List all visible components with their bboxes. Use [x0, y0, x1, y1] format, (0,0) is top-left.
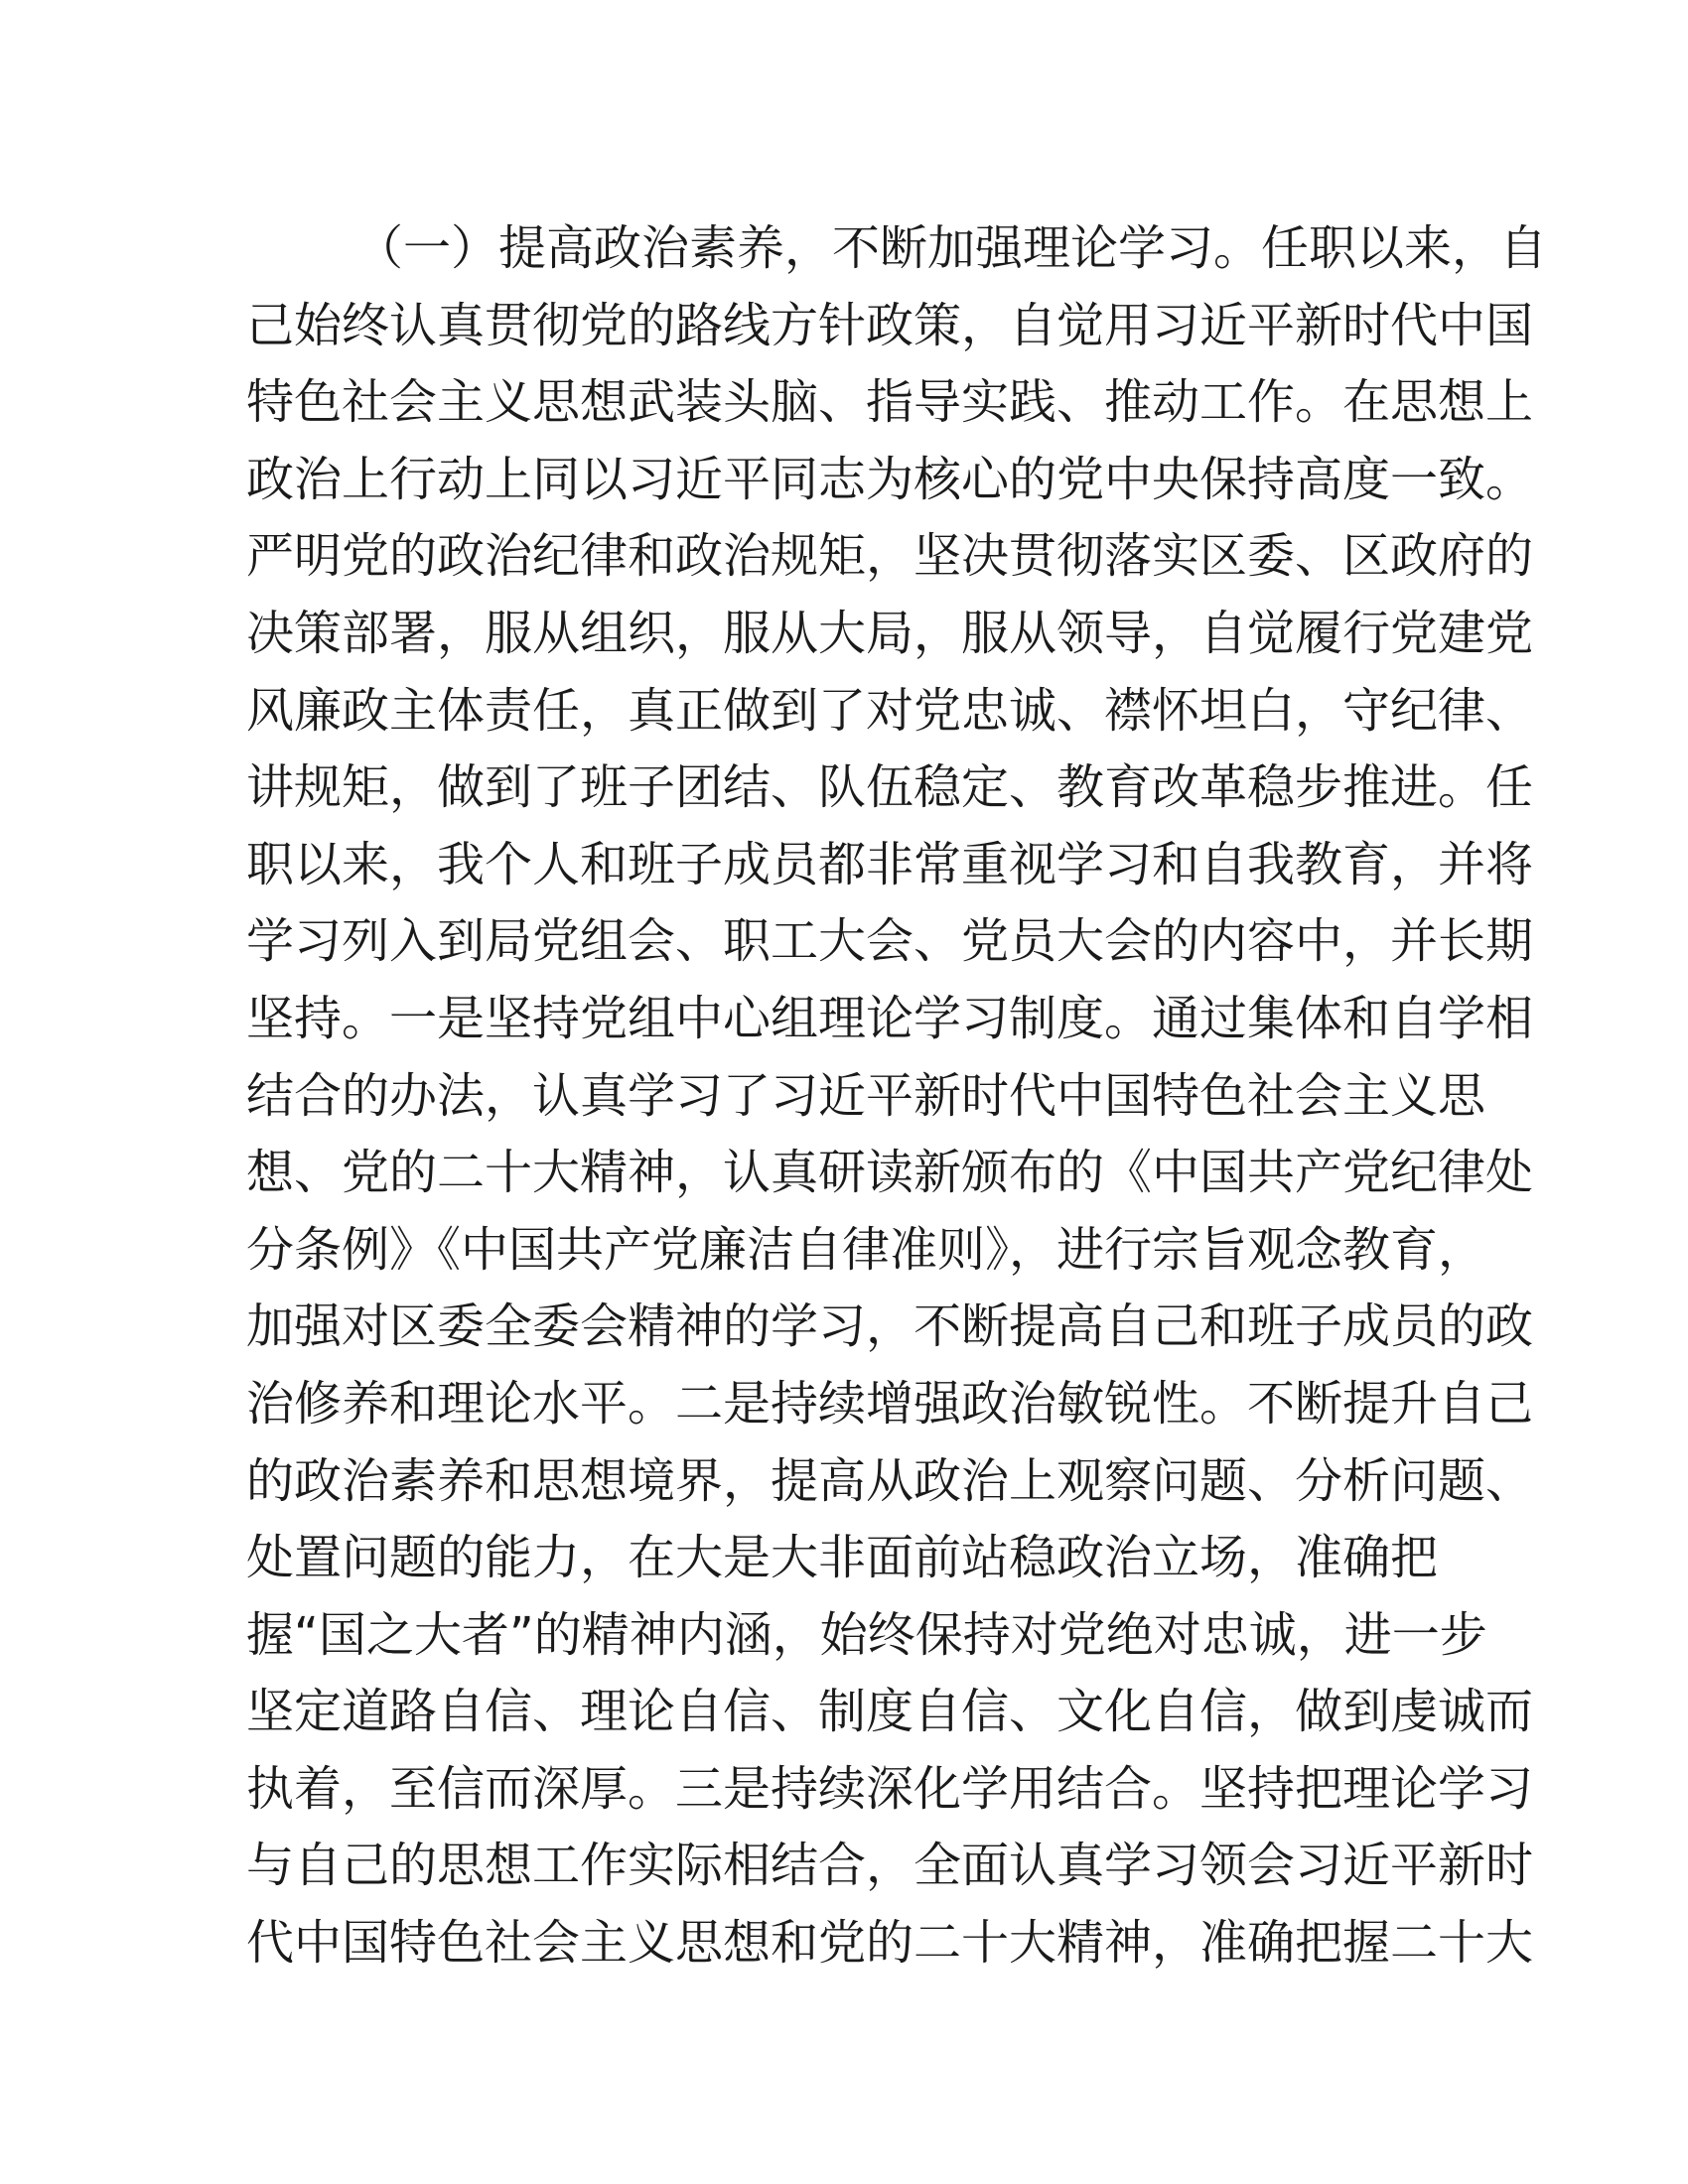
- text-line: 握“国之大者”的精神内涵，始终保持对党绝对忠诚，进一步: [246, 1606, 1487, 1663]
- text-line: 讲规矩，做到了班子团结、队伍稳定、教育改革稳步推进。任: [246, 759, 1534, 816]
- text-line: 治修养和理论水平。二是持续增强政治敏锐性。不断提升自己: [246, 1375, 1534, 1432]
- text-line: 决策部署，服从组织，服从大局，服从领导，自觉履行党建党: [246, 605, 1534, 661]
- text-line: 政治上行动上同以习近平同志为核心的党中央保持高度一致。: [246, 451, 1534, 507]
- text-line: （一）提高政治素养，不断加强理论学习。任职以来，自: [355, 220, 1548, 276]
- text-line: 结合的办法，认真学习了习近平新时代中国特色社会主义思: [246, 1067, 1486, 1124]
- text-line: 处置问题的能力，在大是大非面前站稳政治立场，准确把: [246, 1530, 1439, 1586]
- text-line: 的政治素养和思想境界，提高从政治上观察问题、分析问题、: [246, 1452, 1534, 1509]
- body-paragraph: [246, 210, 1548, 1982]
- text-line: 风廉政主体责任，真正做到了对党忠诚、襟怀坦白，守纪律、: [246, 682, 1534, 739]
- text-line: 坚定道路自信、理论自信、制度自信、文化自信，做到虔诚而: [246, 1684, 1534, 1740]
- text-line: 加强对区委全委会精神的学习，不断提高自己和班子成员的政: [246, 1298, 1534, 1355]
- text-line: 职以来，我个人和班子成员都非常重视学习和自我教育，并将: [246, 836, 1534, 892]
- text-line: 学习列入到局党组会、职工大会、党员大会的内容中，并长期: [246, 913, 1534, 970]
- text-line: 执着，至信而深厚。三是持续深化学用结合。坚持把理论学习: [246, 1760, 1534, 1817]
- text-line: 分条例》《中国共产党廉洁自律准则》，进行宗旨观念教育，: [246, 1221, 1486, 1278]
- text-line: 与自己的思想工作实际相结合，全面认真学习领会习近平新时: [246, 1838, 1534, 1894]
- text-line: 想、党的二十大精神，认真研读新颁布的《中国共产党纪律处: [246, 1145, 1534, 1201]
- text-line: 代中国特色社会主义思想和党的二十大精神，准确把握二十大: [246, 1915, 1534, 1972]
- text-line: 严明党的政治纪律和政治规矩，坚决贯彻落实区委、区政府的: [246, 528, 1534, 585]
- text-line: 坚持。一是坚持党组中心组理论学习制度。通过集体和自学相: [246, 990, 1534, 1046]
- text-line: 特色社会主义思想武装头脑、指导实践、推动工作。在思想上: [246, 374, 1534, 431]
- text-line: 己始终认真贯彻党的路线方针政策，自觉用习近平新时代中国: [246, 297, 1534, 353]
